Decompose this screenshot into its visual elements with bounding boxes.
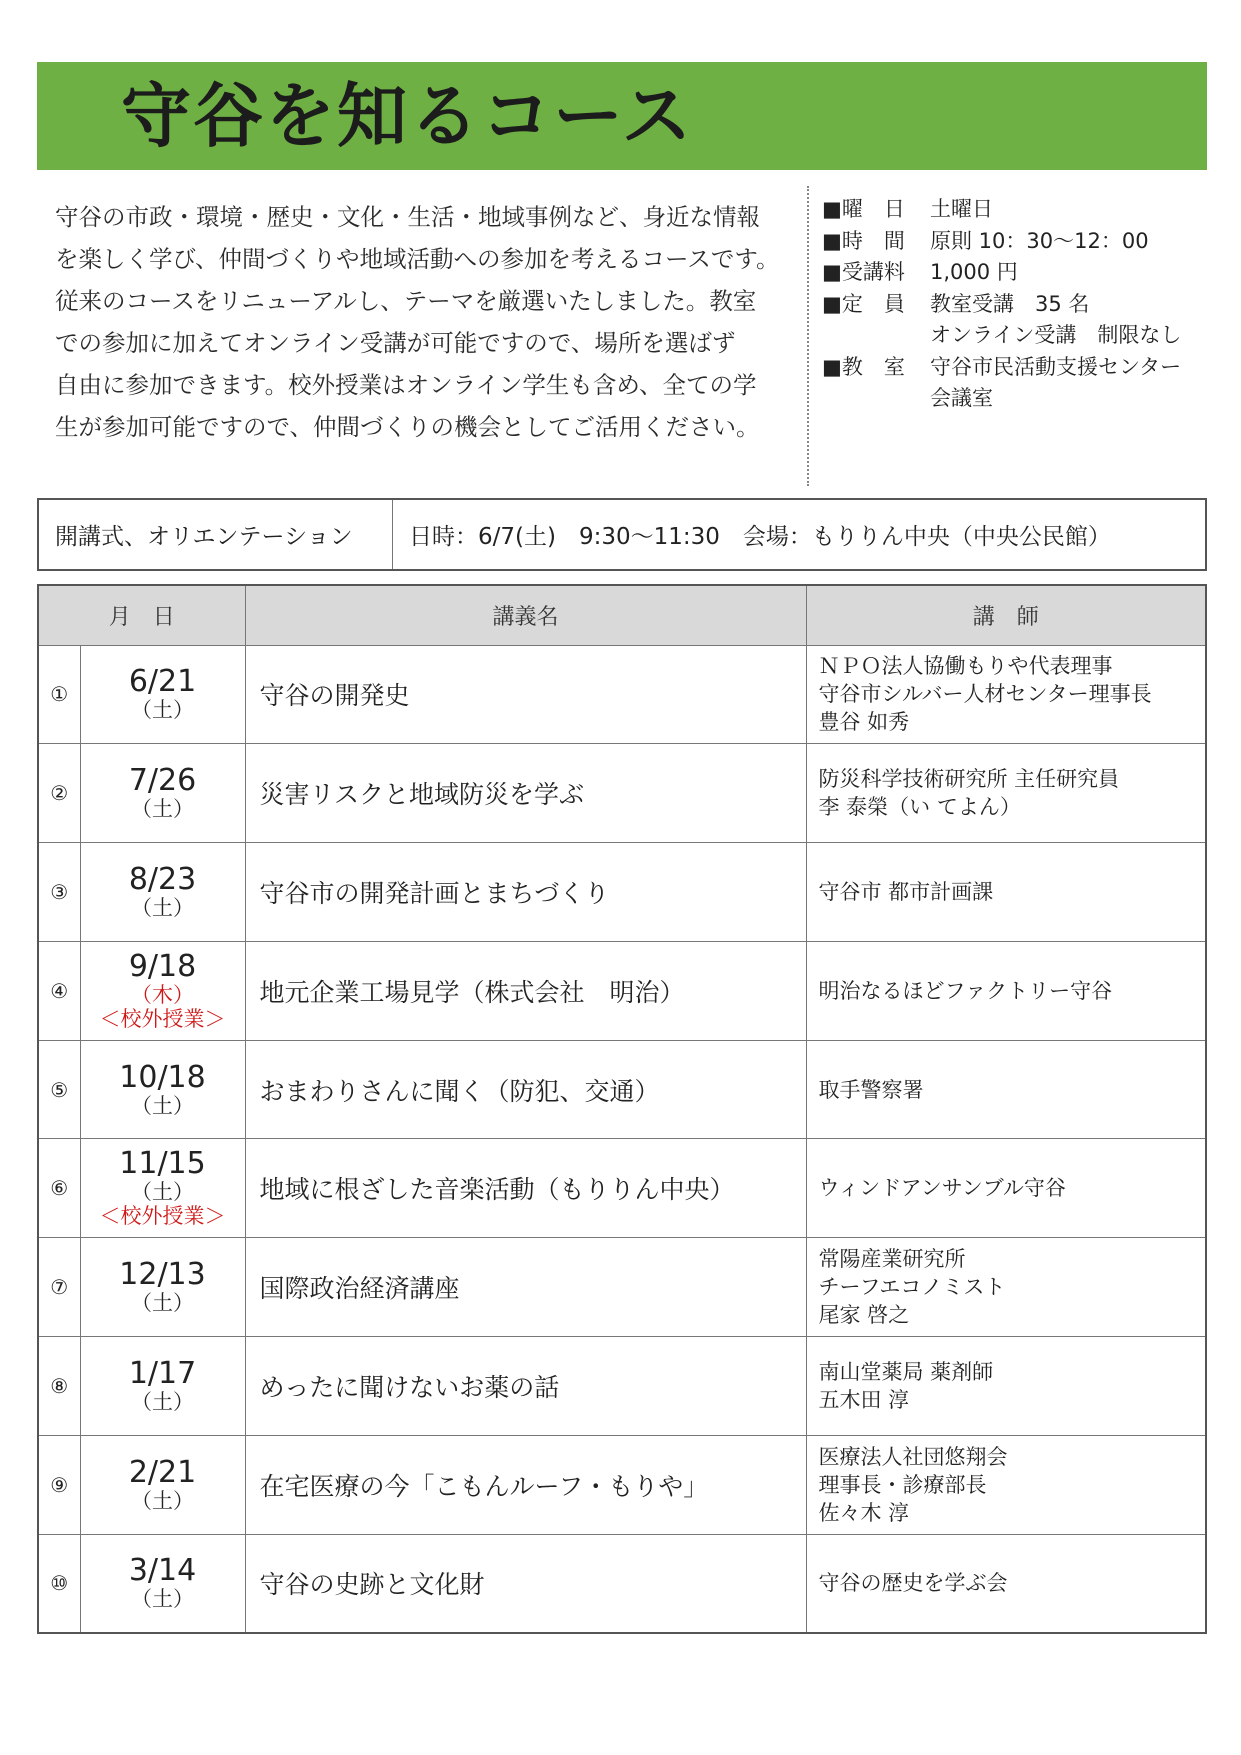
title-bar	[37, 62, 1207, 170]
session-date-cell	[80, 1238, 245, 1337]
session-date-cell	[80, 941, 245, 1040]
lecture-title: 国際政治経済講座	[245, 1238, 806, 1337]
lecturer-line: 守谷市シルバー人材センター理事長	[818, 682, 1152, 707]
session-weekday: （土）	[131, 1180, 194, 1205]
intro-text	[55, 196, 800, 448]
session-number: ⑨	[38, 1435, 80, 1534]
lecture-title: 在宅医療の今「こもんルーフ・もりや」	[245, 1435, 806, 1534]
session-weekday: （土）	[131, 1488, 194, 1513]
lecturer-line: ウィンドアンサンブル守谷	[818, 1176, 1066, 1201]
info-value: オンライン受講 制限なし	[930, 323, 1182, 347]
lecturer-cell	[806, 1337, 1206, 1436]
info-row	[822, 194, 1212, 226]
table-row	[38, 1040, 1206, 1139]
lecturer-cell	[806, 1238, 1206, 1337]
lecturer-line: ＮＰＯ法人協働もりや代表理事	[818, 654, 1113, 679]
session-date: 10/18	[119, 1059, 206, 1095]
table-row	[38, 1435, 1206, 1534]
lecture-title: めったに聞けないお薬の話	[245, 1337, 806, 1436]
lecturer-cell	[806, 843, 1206, 942]
info-key: ■時 間	[822, 228, 905, 253]
header-lecture: 講義名	[245, 585, 806, 645]
lecturer-line: 五木田 淳	[818, 1387, 910, 1412]
lecturer-line: チーフエコノミスト	[818, 1275, 1006, 1300]
info-key: ■曜 日	[822, 197, 905, 221]
info-row	[822, 289, 1212, 321]
offsite-badge: ＜校外授業＞	[99, 1006, 226, 1031]
session-number: ⑧	[38, 1337, 80, 1436]
schedule-table	[37, 584, 1207, 1634]
lecture-title: 災害リスクと地域防災を学ぶ	[245, 744, 806, 843]
page-title: 守谷を知るコース	[121, 75, 694, 157]
orientation-label: 開講式、オリエンテーション	[39, 500, 393, 569]
lecture-title: 守谷の開発史	[245, 645, 806, 744]
lecturer-line: 防災科学技術研究所 主任研究員	[818, 767, 1120, 792]
session-weekday: （土）	[131, 895, 194, 920]
info-row	[822, 226, 1212, 258]
session-number: ②	[38, 744, 80, 843]
orientation-box	[37, 498, 1207, 571]
session-weekday: （土）	[131, 1587, 194, 1612]
session-date-cell	[80, 843, 245, 942]
lecturer-line: 李 泰榮（い てよん）	[818, 795, 1021, 820]
info-row	[822, 383, 1212, 415]
intro-line: 守谷の市政・環境・歴史・文化・生活・地域事例など、身近な情報	[55, 203, 760, 231]
lecturer-cell	[806, 645, 1206, 744]
orientation-detail: 日時：6/7(土) 9:30～11:30 会場：もりりん中央（中央公民館）	[409, 524, 1111, 550]
lecturer-line: 尾家 啓之	[818, 1303, 910, 1328]
table-row	[38, 1534, 1206, 1633]
session-date: 1/17	[128, 1355, 197, 1391]
lecturer-line: 守谷市 都市計画課	[818, 879, 994, 904]
table-row	[38, 1337, 1206, 1436]
intro-line: 自由に参加できます。校外授業はオンライン学生も含め、全ての学	[55, 371, 757, 399]
lecturer-cell	[806, 941, 1206, 1040]
header-date: 月 日	[38, 585, 245, 645]
session-weekday: （土）	[131, 797, 194, 822]
lecturer-line: 佐々木 淳	[818, 1500, 910, 1525]
table-row	[38, 744, 1206, 843]
table-row	[38, 1139, 1206, 1238]
lecture-title: 地域に根ざした音楽活動（もりりん中央）	[245, 1139, 806, 1238]
info-key	[822, 383, 930, 415]
session-date: 8/23	[128, 861, 197, 897]
info-value: 会議室	[930, 386, 993, 410]
lecture-title: 守谷市の開発計画とまちづくり	[245, 843, 806, 942]
info-value: 土曜日	[930, 197, 993, 221]
lecturer-cell	[806, 1435, 1206, 1534]
table-row	[38, 843, 1206, 942]
lecture-title: おまわりさんに聞く（防犯、交通）	[245, 1040, 806, 1139]
session-weekday: （土）	[131, 1291, 194, 1316]
lecturer-line: 守谷の歴史を学ぶ会	[818, 1571, 1008, 1596]
session-number: ③	[38, 843, 80, 942]
session-date-cell	[80, 1139, 245, 1238]
session-date: 12/13	[119, 1257, 206, 1293]
info-row	[822, 320, 1212, 352]
lecturer-line: 明治なるほどファクトリー守谷	[818, 978, 1113, 1003]
info-key: ■教 室	[822, 354, 905, 379]
table-header-row	[38, 585, 1206, 645]
table-row	[38, 645, 1206, 744]
lecture-title: 守谷の史跡と文化財	[245, 1534, 806, 1633]
lecturer-cell	[806, 1534, 1206, 1633]
session-date-cell	[80, 1534, 245, 1633]
session-weekday: （土）	[131, 698, 194, 723]
session-date: 2/21	[128, 1454, 197, 1490]
course-info	[822, 194, 1212, 415]
session-weekday: （土）	[131, 1093, 194, 1118]
session-number: ⑤	[38, 1040, 80, 1139]
lecturer-line: 常陽産業研究所	[818, 1247, 966, 1272]
intro-line: での参加に加えてオンライン受講が可能ですので、場所を選ばず	[55, 329, 736, 357]
table-row	[38, 941, 1206, 1040]
table-row	[38, 1238, 1206, 1337]
session-date: 11/15	[119, 1146, 206, 1182]
info-row	[822, 352, 1212, 384]
header-lecturer: 講 師	[806, 585, 1206, 645]
session-date-cell	[80, 744, 245, 843]
lecturer-line: 理事長・診療部長	[818, 1472, 987, 1497]
lecturer-line: 豊谷 如秀	[818, 710, 910, 735]
lecturer-cell	[806, 1139, 1206, 1238]
info-row	[822, 257, 1212, 289]
intro-line: 生が参加可能ですので、仲間づくりの機会としてご活用ください。	[55, 413, 760, 441]
info-value: 原則 10：30～12：00	[930, 228, 1149, 253]
session-number: ⑩	[38, 1534, 80, 1633]
session-date: 6/21	[128, 664, 197, 700]
lecturer-line: 取手警察署	[818, 1077, 924, 1102]
session-date: 3/14	[128, 1553, 197, 1589]
info-key: ■定 員	[822, 291, 905, 316]
lecture-title: 地元企業工場見学（株式会社 明治）	[245, 941, 806, 1040]
session-date-cell	[80, 1435, 245, 1534]
info-value: 教室受講 35 名	[930, 291, 1090, 316]
session-weekday: （土）	[131, 1389, 194, 1414]
info-value: 1,000 円	[930, 260, 1018, 284]
session-date: 7/26	[128, 763, 197, 799]
session-weekday: （木）	[131, 982, 194, 1007]
intro-line: 従来のコースをリニューアルし、テーマを厳選いたしました。教室	[55, 287, 757, 315]
offsite-badge: ＜校外授業＞	[99, 1204, 226, 1229]
session-number: ⑥	[38, 1139, 80, 1238]
info-key: ■受講料	[822, 260, 905, 284]
lecturer-line: 南山堂薬局 薬剤師	[818, 1359, 994, 1384]
lecturer-cell	[806, 744, 1206, 843]
info-value: 守谷市民活動支援センター	[930, 354, 1182, 379]
lecturer-cell	[806, 1040, 1206, 1139]
info-key	[822, 320, 930, 352]
session-number: ①	[38, 645, 80, 744]
session-date-cell	[80, 1040, 245, 1139]
session-date-cell	[80, 645, 245, 744]
dotted-divider	[807, 186, 809, 486]
session-number: ④	[38, 941, 80, 1040]
intro-line: を楽しく学び、仲間づくりや地域活動への参加を考えるコースです。	[55, 245, 780, 273]
session-number: ⑦	[38, 1238, 80, 1337]
lecturer-line: 医療法人社団悠翔会	[818, 1444, 1008, 1469]
session-date: 9/18	[128, 948, 197, 984]
session-date-cell	[80, 1337, 245, 1436]
